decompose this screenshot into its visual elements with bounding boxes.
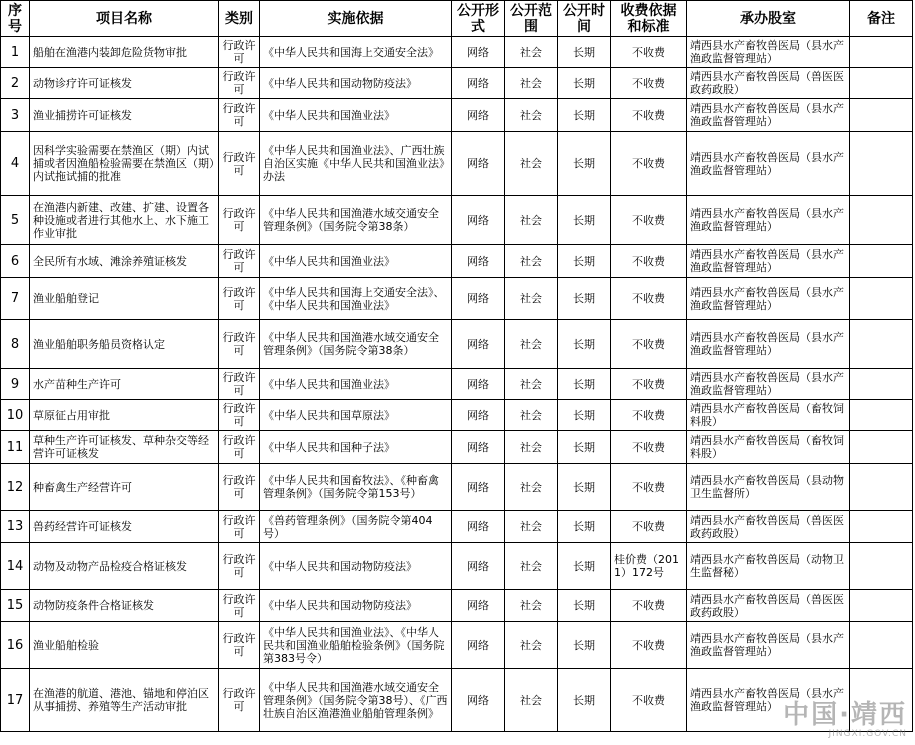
header-form: 公开形式 <box>452 1 505 37</box>
cell-fee: 不收费 <box>611 99 687 132</box>
cell-form: 网络 <box>452 196 505 245</box>
table-row <box>1 669 913 732</box>
watermark-title: 中国·靖西 <box>783 700 907 730</box>
cell-form: 网络 <box>452 99 505 132</box>
cell-note <box>850 99 913 132</box>
cell-name: 在渔港内新建、改建、扩建、设置各种设施或者进行其他水上、水下施工作业审批 <box>30 196 219 245</box>
cell-type: 行政许可 <box>219 68 260 99</box>
cell-no: 14 <box>1 543 30 590</box>
cell-no: 5 <box>1 196 30 245</box>
cell-basis: 《中华人民共和国渔业法》 <box>260 245 452 278</box>
cell-scope: 社会 <box>505 278 558 320</box>
cell-basis: 《中华人民共和国渔业法》 <box>260 99 452 132</box>
cell-office: 靖西县水产畜牧兽医局（县水产渔政监督管理站） <box>687 245 850 278</box>
cell-basis: 《中华人民共和国动物防疫法》 <box>260 543 452 590</box>
cell-note <box>850 68 913 99</box>
cell-scope: 社会 <box>505 543 558 590</box>
table-row <box>1 464 913 511</box>
cell-office: 靖西县水产畜牧兽医局（县水产渔政监督管理站） <box>687 99 850 132</box>
cell-time: 长期 <box>558 431 611 464</box>
cell-fee: 不收费 <box>611 511 687 543</box>
cell-no: 6 <box>1 245 30 278</box>
cell-name: 动物防疫条件合格证核发 <box>30 590 219 622</box>
cell-office: 靖西县水产畜牧兽医局（县水产渔政监督管理站） <box>687 278 850 320</box>
cell-type: 行政许可 <box>219 464 260 511</box>
cell-time: 长期 <box>558 278 611 320</box>
cell-time: 长期 <box>558 320 611 369</box>
header-note: 备注 <box>850 1 913 37</box>
cell-name: 在渔港的航道、港池、锚地和停泊区从事捕捞、养殖等生产活动审批 <box>30 669 219 732</box>
cell-basis: 《中华人民共和国渔港水域交通安全管理条例》（国务院令第38条） <box>260 196 452 245</box>
header-no: 序号 <box>1 1 30 37</box>
table-row <box>1 400 913 431</box>
table-row <box>1 622 913 669</box>
cell-note <box>850 669 913 732</box>
cell-fee: 不收费 <box>611 68 687 99</box>
cell-scope: 社会 <box>505 369 558 400</box>
cell-name: 船舶在渔港内装卸危险货物审批 <box>30 37 219 68</box>
cell-name: 水产苗种生产许可 <box>30 369 219 400</box>
cell-type: 行政许可 <box>219 400 260 431</box>
cell-name: 草原征占用审批 <box>30 400 219 431</box>
cell-scope: 社会 <box>505 590 558 622</box>
cell-no: 4 <box>1 132 30 196</box>
cell-time: 长期 <box>558 622 611 669</box>
cell-form: 网络 <box>452 590 505 622</box>
cell-office: 靖西县水产畜牧兽医局（县水产渔政监督管理站） <box>687 369 850 400</box>
header-time: 公开时间 <box>558 1 611 37</box>
table-row <box>1 37 913 68</box>
cell-office: 靖西县水产畜牧兽医局（畜牧饲料股） <box>687 431 850 464</box>
cell-note <box>850 245 913 278</box>
cell-form: 网络 <box>452 622 505 669</box>
cell-scope: 社会 <box>505 431 558 464</box>
cell-time: 长期 <box>558 369 611 400</box>
table-row <box>1 511 913 543</box>
cell-no: 12 <box>1 464 30 511</box>
cell-office: 靖西县水产畜牧兽医局（县水产渔政监督管理站） <box>687 622 850 669</box>
cell-type: 行政许可 <box>219 320 260 369</box>
cell-type: 行政许可 <box>219 37 260 68</box>
cell-basis: 《兽药管理条例》（国务院令第404号） <box>260 511 452 543</box>
cell-type: 行政许可 <box>219 511 260 543</box>
cell-fee: 不收费 <box>611 369 687 400</box>
cell-fee: 不收费 <box>611 590 687 622</box>
cell-type: 行政许可 <box>219 590 260 622</box>
table-row <box>1 278 913 320</box>
header-row <box>1 1 913 37</box>
cell-time: 长期 <box>558 464 611 511</box>
cell-scope: 社会 <box>505 622 558 669</box>
cell-form: 网络 <box>452 245 505 278</box>
cell-office: 靖西县水产畜牧兽医局（畜牧饲料股） <box>687 400 850 431</box>
cell-basis: 《中华人民共和国海上交通安全法》、《中华人民共和国渔业法》 <box>260 278 452 320</box>
cell-office: 靖西县水产畜牧兽医局（县水产渔政监督管理站） <box>687 669 850 732</box>
cell-scope: 社会 <box>505 132 558 196</box>
cell-time: 长期 <box>558 400 611 431</box>
cell-office: 靖西县水产畜牧兽医局（县水产渔政监督管理站） <box>687 132 850 196</box>
cell-fee: 不收费 <box>611 320 687 369</box>
cell-scope: 社会 <box>505 511 558 543</box>
cell-form: 网络 <box>452 543 505 590</box>
table-row <box>1 99 913 132</box>
cell-no: 15 <box>1 590 30 622</box>
cell-name: 渔业船舶登记 <box>30 278 219 320</box>
table-row <box>1 196 913 245</box>
cell-name: 动物诊疗许可证核发 <box>30 68 219 99</box>
watermark-url: JINGXI.GOV.CN <box>828 729 907 739</box>
header-name: 项目名称 <box>30 1 219 37</box>
cell-scope: 社会 <box>505 464 558 511</box>
cell-form: 网络 <box>452 511 505 543</box>
table-row <box>1 132 913 196</box>
cell-no: 16 <box>1 622 30 669</box>
cell-office: 靖西县水产畜牧兽医局（县水产渔政监督管理站） <box>687 37 850 68</box>
cell-name: 渔业船舶检验 <box>30 622 219 669</box>
cell-note <box>850 590 913 622</box>
cell-fee: 桂价费（2011）172号 <box>611 543 687 590</box>
cell-time: 长期 <box>558 590 611 622</box>
cell-no: 9 <box>1 369 30 400</box>
cell-scope: 社会 <box>505 669 558 732</box>
header-office: 承办股室 <box>687 1 850 37</box>
cell-basis: 《中华人民共和国种子法》 <box>260 431 452 464</box>
cell-time: 长期 <box>558 245 611 278</box>
cell-note <box>850 37 913 68</box>
header-basis: 实施依据 <box>260 1 452 37</box>
cell-time: 长期 <box>558 68 611 99</box>
cell-fee: 不收费 <box>611 132 687 196</box>
cell-scope: 社会 <box>505 37 558 68</box>
cell-form: 网络 <box>452 669 505 732</box>
cell-time: 长期 <box>558 132 611 196</box>
cell-basis: 《中华人民共和国草原法》 <box>260 400 452 431</box>
cell-basis: 《中华人民共和国动物防疫法》 <box>260 590 452 622</box>
cell-fee: 不收费 <box>611 431 687 464</box>
cell-name: 动物及动物产品检疫合格证核发 <box>30 543 219 590</box>
cell-fee: 不收费 <box>611 245 687 278</box>
cell-note <box>850 132 913 196</box>
cell-office: 靖西县水产畜牧兽医局（县水产渔政监督管理站） <box>687 320 850 369</box>
cell-fee: 不收费 <box>611 622 687 669</box>
cell-time: 长期 <box>558 511 611 543</box>
cell-type: 行政许可 <box>219 669 260 732</box>
cell-no: 3 <box>1 99 30 132</box>
table-row <box>1 320 913 369</box>
cell-type: 行政许可 <box>219 132 260 196</box>
cell-scope: 社会 <box>505 196 558 245</box>
table-row <box>1 245 913 278</box>
cell-fee: 不收费 <box>611 278 687 320</box>
cell-no: 10 <box>1 400 30 431</box>
cell-scope: 社会 <box>505 400 558 431</box>
cell-fee: 不收费 <box>611 669 687 732</box>
cell-no: 17 <box>1 669 30 732</box>
cell-name: 兽药经营许可证核发 <box>30 511 219 543</box>
cell-form: 网络 <box>452 464 505 511</box>
cell-form: 网络 <box>452 278 505 320</box>
cell-fee: 不收费 <box>611 464 687 511</box>
cell-note <box>850 278 913 320</box>
cell-type: 行政许可 <box>219 543 260 590</box>
cell-time: 长期 <box>558 99 611 132</box>
cell-name: 种畜禽生产经营许可 <box>30 464 219 511</box>
cell-basis: 《中华人民共和国渔港水域交通安全管理条例》（国务院令第38号）、《广西壮族自治区渔港渔业船舶管理条例》 <box>260 669 452 732</box>
cell-form: 网络 <box>452 132 505 196</box>
cell-no: 1 <box>1 37 30 68</box>
cell-name: 渔业船舶职务船员资格认定 <box>30 320 219 369</box>
table-row <box>1 369 913 400</box>
cell-no: 8 <box>1 320 30 369</box>
cell-name: 草种生产许可证核发、草种杂交等经营许可证核发 <box>30 431 219 464</box>
cell-scope: 社会 <box>505 68 558 99</box>
cell-time: 长期 <box>558 543 611 590</box>
cell-type: 行政许可 <box>219 99 260 132</box>
cell-form: 网络 <box>452 37 505 68</box>
cell-office: 靖西县水产畜牧兽医局（兽医医政药政股） <box>687 68 850 99</box>
cell-time: 长期 <box>558 669 611 732</box>
cell-form: 网络 <box>452 68 505 99</box>
header-scope: 公开范围 <box>505 1 558 37</box>
cell-note <box>850 543 913 590</box>
cell-name: 因科学实验需要在禁渔区（期）内试捕或者因渔船检验需要在禁渔区（期）内试拖试捕的批准 <box>30 132 219 196</box>
cell-office: 靖西县水产畜牧兽医局（县动物卫生监督所） <box>687 464 850 511</box>
cell-note <box>850 431 913 464</box>
table-row <box>1 590 913 622</box>
cell-time: 长期 <box>558 196 611 245</box>
cell-note <box>850 369 913 400</box>
table-row <box>1 543 913 590</box>
cell-no: 2 <box>1 68 30 99</box>
cell-form: 网络 <box>452 369 505 400</box>
cell-basis: 《中华人民共和国动物防疫法》 <box>260 68 452 99</box>
cell-note <box>850 196 913 245</box>
cell-scope: 社会 <box>505 245 558 278</box>
cell-basis: 《中华人民共和国渔业法》、《中华人民共和国渔业船舶检验条例》（国务院第383号令） <box>260 622 452 669</box>
cell-form: 网络 <box>452 400 505 431</box>
cell-office: 靖西县水产畜牧兽医局（动物卫生监督秘） <box>687 543 850 590</box>
cell-type: 行政许可 <box>219 245 260 278</box>
cell-note <box>850 464 913 511</box>
cell-form: 网络 <box>452 320 505 369</box>
cell-fee: 不收费 <box>611 400 687 431</box>
cell-note <box>850 622 913 669</box>
cell-no: 11 <box>1 431 30 464</box>
cell-fee: 不收费 <box>611 37 687 68</box>
cell-scope: 社会 <box>505 99 558 132</box>
cell-office: 靖西县水产畜牧兽医局（县水产渔政监督管理站） <box>687 196 850 245</box>
cell-basis: 《中华人民共和国海上交通安全法》 <box>260 37 452 68</box>
cell-no: 7 <box>1 278 30 320</box>
cell-note <box>850 400 913 431</box>
cell-type: 行政许可 <box>219 196 260 245</box>
cell-note <box>850 511 913 543</box>
cell-basis: 《中华人民共和国畜牧法》、《种畜禽管理条例》（国务院令第153号） <box>260 464 452 511</box>
header-fee: 收费依据和标准 <box>611 1 687 37</box>
table-row <box>1 68 913 99</box>
cell-office: 靖西县水产畜牧兽医局（兽医医政药政股） <box>687 590 850 622</box>
cell-fee: 不收费 <box>611 196 687 245</box>
header-type: 类别 <box>219 1 260 37</box>
table-body <box>1 37 913 732</box>
cell-basis: 《中华人民共和国渔业法》 <box>260 369 452 400</box>
cell-note <box>850 320 913 369</box>
table-row <box>1 431 913 464</box>
cell-basis: 《中华人民共和国渔港水域交通安全管理条例》（国务院令第38条） <box>260 320 452 369</box>
cell-time: 长期 <box>558 37 611 68</box>
cell-type: 行政许可 <box>219 431 260 464</box>
cell-no: 13 <box>1 511 30 543</box>
cell-type: 行政许可 <box>219 278 260 320</box>
cell-name: 全民所有水域、滩涂养殖证核发 <box>30 245 219 278</box>
cell-type: 行政许可 <box>219 369 260 400</box>
cell-form: 网络 <box>452 431 505 464</box>
cell-scope: 社会 <box>505 320 558 369</box>
cell-name: 渔业捕捞许可证核发 <box>30 99 219 132</box>
cell-basis: 《中华人民共和国渔业法》、广西壮族自治区实施《中华人民共和国渔业法》办法 <box>260 132 452 196</box>
cell-office: 靖西县水产畜牧兽医局（兽医医政药政股） <box>687 511 850 543</box>
cell-type: 行政许可 <box>219 622 260 669</box>
